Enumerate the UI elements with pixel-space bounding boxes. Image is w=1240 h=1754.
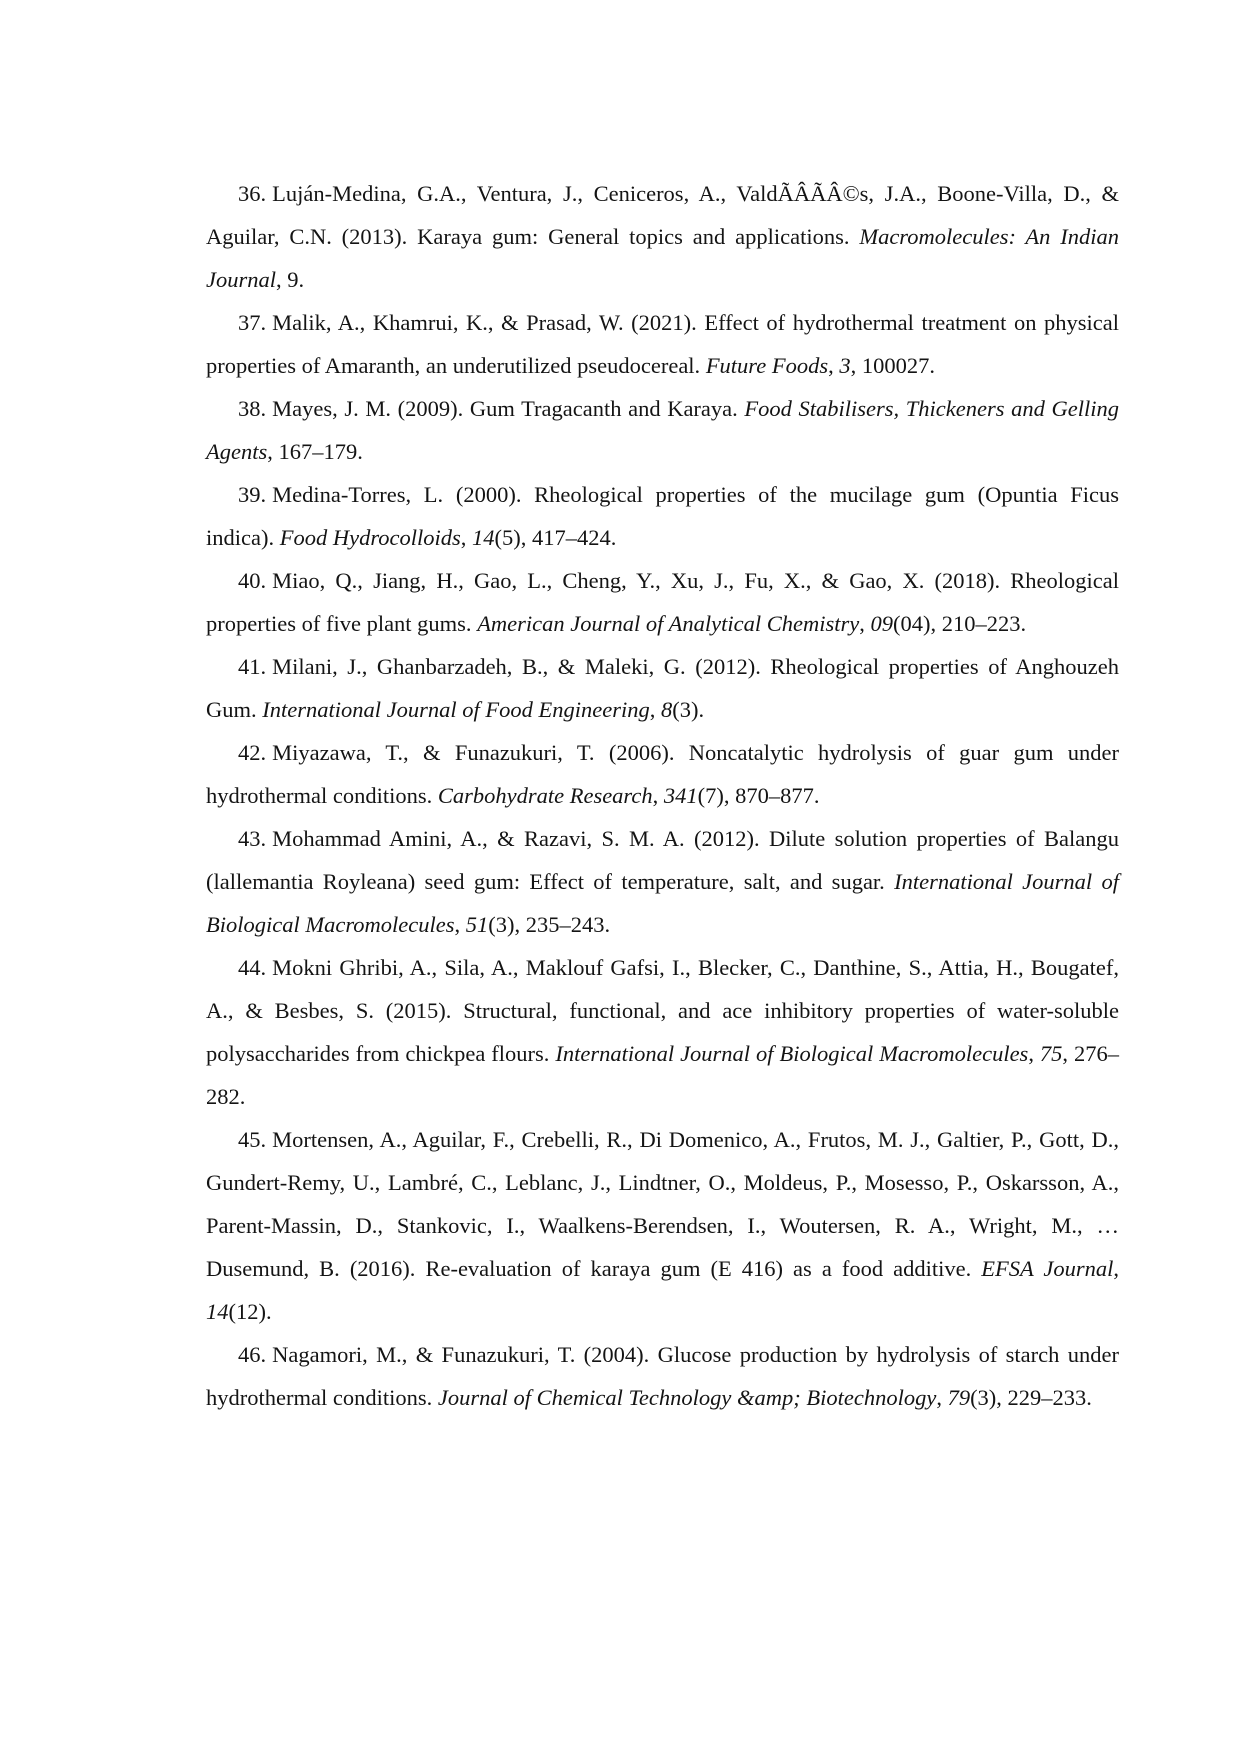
reference-italic-text: 79 [947,1385,971,1410]
reference-italic-text: Future Foods [705,353,829,378]
reference-text: (12). [228,1299,272,1324]
reference-number: 38. [238,396,267,421]
reference-text: , [936,1385,948,1410]
reference-entry [206,1118,1119,1333]
reference-entry [206,473,1119,559]
reference-text: (3), 229–233. [970,1385,1092,1410]
reference-entry [206,946,1119,1118]
reference-number: 44. [238,955,267,980]
reference-italic-text: 51 [465,912,489,937]
reference-text: , [454,912,466,937]
reference-text: , 100027. [850,353,935,378]
reference-text: Mohammad Amini, A., & Razavi, S. M. A. (2012). Dilute solution properties of Balangu (lallemantia Royleana) seed gum: Effect of temperature, salt, and sugar. [206,826,1119,894]
reference-italic-text: International Journal of Biological Macromolecules [555,1041,1029,1066]
reference-text: (04), 210–223. [892,611,1027,636]
reference-number: 40. [238,568,267,593]
reference-italic-text: Food Hydrocolloids [279,525,461,550]
reference-text: Milani, J., Ghanbarzadeh, B., & Maleki, G. (2012). Rheological properties of Anghouzeh Gum. [206,654,1119,722]
reference-text: , [1028,1041,1040,1066]
reference-text: Mayes, J. M. (2009). Gum Tragacanth and Karaya. [272,396,745,421]
reference-entry [206,172,1119,301]
reference-text: , 9. [276,267,305,292]
reference-entry [206,817,1119,946]
reference-number: 42. [238,740,267,765]
reference-text: Nagamori, M., & Funazukuri, T. (2004). Glucose production by hydrolysis of starch under hydrothermal conditions. [206,1342,1119,1410]
reference-text: (3), 235–243. [488,912,611,937]
reference-italic-text: 8 [660,697,673,722]
reference-italic-text: Journal of Chemical Technology &amp; Biotechnology [437,1385,937,1410]
reference-list [206,172,1119,1419]
reference-italic-text: Carbohydrate Research [437,783,653,808]
reference-italic-text: 14 [472,525,495,550]
reference-entry [206,387,1119,473]
reference-italic-text: International Journal of Food Engineering [262,697,650,722]
reference-italic-text: EFSA Journal [981,1256,1114,1281]
reference-text: , 167–179. [267,439,363,464]
reference-text: (5), 417–424. [494,525,617,550]
reference-entry [206,645,1119,731]
reference-italic-text: Macromolecules: An Indian Journal [206,224,1119,292]
reference-number: 43. [238,826,267,851]
reference-entry [206,301,1119,387]
reference-italic-text: 09 [870,611,893,636]
reference-entry [206,731,1119,817]
reference-number: 45. [238,1127,267,1152]
reference-number: 36. [238,181,267,206]
reference-text: , [828,353,840,378]
reference-text: , [1113,1256,1119,1281]
reference-text: , [652,783,664,808]
reference-entry [206,559,1119,645]
reference-text: (7), 870–877. [697,783,820,808]
reference-text: , 276–282. [206,1041,1119,1109]
reference-text: , [859,611,871,636]
reference-entry [206,1333,1119,1419]
reference-italic-text: Food Stabilisers, Thickeners and Gelling Agents [206,396,1119,464]
reference-italic-text: 3 [839,353,851,378]
reference-text: , [649,697,661,722]
reference-number: 37. [238,310,267,335]
reference-number: 39. [238,482,267,507]
reference-text: Luján-Medina, G.A., Ventura, J., Ceniceros, A., ValdÃÂÃÂ©s, J.A., Boone-Villa, D., & Aguilar, C.N. (2013). Karaya gum: General topics and applications. [206,181,1119,249]
reference-number: 41. [238,654,267,679]
reference-text: Mortensen, A., Aguilar, F., Crebelli, R., Di Domenico, A., Frutos, M. J., Galtier, P., Gott, D., Gundert-Remy, U., Lambré, C., Leblanc, J., Lindtner, O., Moldeus, P., Mosesso, P., Oskarsson, A., Parent-Massin, D., Stankovic, I., Waalkens-Berendsen, I., Woutersen, R. A., Wright, M., … Dusemund, B. (2016). Re-evaluation of karaya gum (E 416) as a food additive. [206,1127,1119,1281]
reference-italic-text: 341 [663,783,698,808]
reference-text: , [460,525,472,550]
reference-italic-text: 75 [1039,1041,1063,1066]
reference-italic-text: 14 [206,1299,229,1324]
reference-text: Malik, A., Khamrui, K., & Prasad, W. (2021). Effect of hydrothermal treatment on physical properties of Amaranth, an underutilized pseudocereal. [206,310,1119,378]
reference-text: Medina-Torres, L. (2000). Rheological properties of the mucilage gum (Opuntia Ficus indica). [206,482,1119,550]
reference-text: Miao, Q., Jiang, H., Gao, L., Cheng, Y., Xu, J., Fu, X., & Gao, X. (2018). Rheological properties of five plant gums. [206,568,1119,636]
reference-text: Mokni Ghribi, A., Sila, A., Maklouf Gafsi, I., Blecker, C., Danthine, S., Attia, H., Bougatef, A., & Besbes, S. (2015). Structural, functional, and ace inhibitory properties of water-soluble polysaccharides from chickpea flours. [206,955,1119,1066]
reference-italic-text: International Journal of Biological Macromolecules [206,869,1119,937]
reference-text: (3). [672,697,705,722]
reference-number: 46. [238,1342,267,1367]
reference-italic-text: American Journal of Analytical Chemistry [477,611,860,636]
reference-text: Miyazawa, T., & Funazukuri, T. (2006). Noncatalytic hydrolysis of guar gum under hydrothermal conditions. [206,740,1119,808]
